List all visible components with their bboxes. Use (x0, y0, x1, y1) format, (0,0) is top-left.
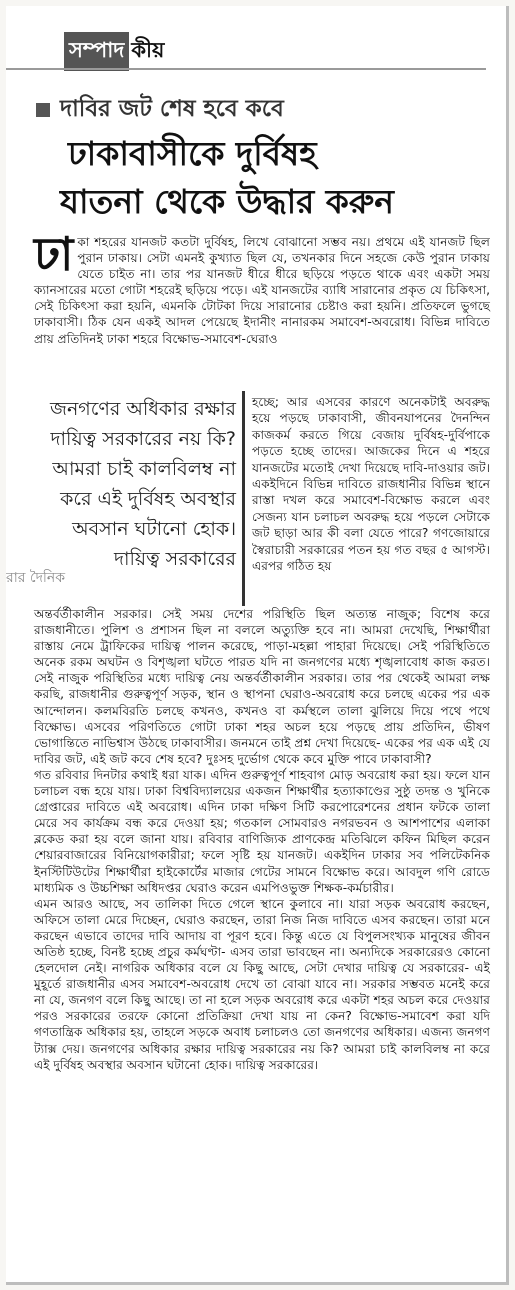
intro-text: কা শহরের যানজট কতটা দুর্বিষহ, লিখে বোঝানো সম্ভব নয়। প্রথমে এই যানজট ছিল পুরান ঢাকায়। সেটা এমনই কুখ্যাত ছিল যে, তখনকার দিনে সহজে কেউ পুরান ঢাকায় যেতে চাইত না। তার পর যানজট ধীরে ধীরে ছড়িয়ে পড়তে থাকে এবং একটা সময় ক্যানসারের মতো গোটা শহরেই ছড়িয়ে পড়ে। এই যানজটের ব্যাধি সারানোর প্রকৃত যে চিকিৎসা, সেই চিকিৎসা করা হয়নি, এমনকি টোটকা দিয়ে সারানোর চেষ্টাও করা হয়নি। প্রতিফলে ভুগছে ঢাকাবাসী। ঠিক যেন একই আদল পেয়েছে ইদানীং নানারকম সমাবেশ-অবরোধ। বিভিন্ন দাবিতে প্রায় প্রতিদিনই ঢাকা শহরে বিক্ষোভ-সমাবেশ-ঘেরাও (34, 235, 490, 346)
kicker-text: দাবির জট শেষ হবে কবে (60, 96, 284, 122)
body-paragraph-1: অন্তর্বর্তীকালীন সরকার। সেই সময় দেশের পরিস্থিতি ছিল অত্যন্ত নাজুক; বিশেষ করে রাজধানীতে। পুলিশ ও প্রশাসন ছিল না বললে অত্যুক্তি হবে না। আমরা দেখেছি, শিক্ষার্থীরা রাস্তায় নেমে ট্রাফিকের দায়িত্ব পালন করেছে, পাড়া-মহল্লা পাহারা দিয়েছে। সেই পরিস্থিতিতে অনেক রকম অঘটন ও বিশৃঙ্খলা ঘটতে পারত যদি না জনগণের মধ্যে শৃঙ্খলাবোধ কাজ করত। সেই নাজুক পরিস্থিতির মধ্যে দায়িত্ব নেয় অন্তর্বর্তীকালীন সরকার। তার পর থেকেই আমরা লক্ষ করছি, রাজধানীর গুরুত্বপূর্ণ সড়ক, স্থান ও স্থাপনা ঘেরাও-অবরোধ করে চলছে একের পর এক আন্দোলন। কলমবিরতি চলছে কখনও, কখনও বা কর্মস্থলে তালা ঝুলিয়ে দিয়ে পথে পথে বিক্ষোভ। এসবের পরিণতিতে গোটা ঢাকা শহর অচল হয়ে পড়ছে প্রায় প্রতিদিন, ভীষণ ভোগান্তিতে নাভিশ্বাস উঠছে ঢাকাবাসীর। জনমনে তাই প্রশ্ন দেখা দিয়েছে- একের পর এক এই যে দাবির জট, এই জট কবে শেষ হবে? দুঃসহ দুর্ভোগ থেকে কবে মুক্তি পাবে ঢাকাবাসী? (34, 607, 490, 766)
right-column-text: হচ্ছে; আর এসবের কারণে অনেকটাই অবরুদ্ধ হয়ে পড়ছে ঢাকাবাসী, জীবনযাপনের দৈনন্দিন কাজকর্ম করতে গিয়ে বেজায় দুর্বিষহ-দুর্বিপাকে পড়তে হচ্ছে তাদের। আজকের দিনে এ শহরে যানজটের মতোই দেখা দিয়েছে দাবি-দাওয়ার জট। একইদিনে বিভিন্ন দাবিতে রাজধানীর বিভিন্ন স্থানে রাস্তা দখল করে সমাবেশ-বিক্ষোভ করলে এবং সেজন্য যান চলাচল অবরুদ্ধ হয়ে পড়লে সেটাকে জট ছাড়া আর কী বলা যেতে পারে? গণজোয়ারে স্বৈরাচারী সরকারের পতন হয় গত বছর ৫ আগস্ট। এরপর গঠিত হয় (252, 395, 490, 574)
section-header (64, 34, 164, 68)
square-bullet-icon (36, 103, 50, 117)
headline (60, 130, 394, 226)
body-paragraph-3: এমন আরও আছে, সব তালিকা দিতে গেলে স্থানে কুলাবে না। যারা সড়ক অবরোধ করছেন, অফিসে তালা মেরে দিচ্ছেন, ঘেরাও করছেন, তারা নিজ নিজ দাবিতে এসব করছেন। তারা মনে করছেন এভাবে তাদের দাবি আদায় বা পূরণ হবে। কিন্তু এতে যে বিপুলসংখ্যক মানুষের জীবন অতিষ্ঠ হচ্ছে, বিনষ্ট হচ্ছে প্রচুর কর্মঘণ্টা- এসব তারা ভাবছেন না। অন্যদিকে সরকারেরও কোনো হেলদোল নেই। নাগরিক অধিকার বলে যে কিছু আছে, সেটা দেখার দায়িত্ব যে সরকারের- এই মুহূর্তে রাজধানীর এসব সমাবেশ-অবরোধ দেখে তা বোঝা যাবে না। সরকার সম্ভবত মনেই করে না যে, জনগণ বলে কিছু আছে। তা না হলে সড়ক অবরোধ করে একটা শহর অচল করে দেওয়ার পরও সরকারের তরফে কোনো প্রতিক্রিয়া দেখা যায় না কেন? বিক্ষোভ-সমাবেশ করা যদি গণতান্ত্রিক অধিকার হয়, তাহলে সড়কে অবাধ চলাচলও তো জনগণের অধিকার। এজন্য জনগণ ট্যাক্স দেয়। জনগণের অধিকার রক্ষার দায়িত্ব সরকারের নয় কি? আমরা চাই কালবিলম্ব না করে এই দুর্বিষহ অবস্থার অবসান ঘটানো হোক। দায়িত্ব সরকারের। (34, 896, 490, 1072)
kicker (36, 90, 284, 129)
source-tag: রার দৈনিক (6, 570, 66, 586)
article-body (34, 606, 490, 1073)
section-label-boxed: সম্পাদ (64, 32, 129, 71)
intro-paragraph (34, 227, 490, 347)
section-label-rest: কীয় (131, 37, 165, 62)
editorial-page (6, 6, 509, 1285)
section-divider (6, 68, 486, 70)
headline-line-1: ঢাকাবাসীকে দুর্বিষহ (68, 134, 317, 173)
pull-quote: জনগণের অধিকার রক্ষার দায়িত্ব সরকারের নয় কি? আমরা চাই কালবিলম্ব না করে এই দুর্বিষহ অবস্থার অবসান ঘটানো হোক। দায়িত্ব সরকারের (49, 398, 236, 570)
pull-quote-rule (242, 391, 245, 606)
headline-line-2: যাতনা থেকে উদ্ধার করুন (60, 182, 394, 221)
body-paragraph-2: গত রবিবার দিনটার কথাই ধরা যাক। এদিন গুরুত্বপূর্ণ শাহবাগ মোড় অবরোধ করা হয়। ফলে যান চলাচল বন্ধ হয়ে যায়। ঢাকা বিশ্ববিদ্যালয়ের একজন শিক্ষার্থীর হত্যাকাণ্ডের সুষ্ঠু তদন্ত ও খুনিকে গ্রেপ্তারের দাবিতে এই অবরোধ। এদিন ঢাকা দক্ষিণ সিটি করপোরেশনের প্রধান ফটকে তালা মেরে সব কার্যক্রম বন্ধ করে দেওয়া হয়; গতকাল সোমবারও নগরভবন ও আশপাশের এলাকা ব্লকেড করা হয় বলে জানা যায়। রবিবার বাণিজ্যিক প্রাণকেন্দ্র মতিঝিলে কফিন মিছিল করেন শেয়ারবাজারের বিনিয়োগকারীরা; ফলে সৃষ্টি হয় যানজট। একইদিন ঢাকার সব পলিটেকনিক ইনস্টিটিউটের শিক্ষার্থীরা হাইকোর্টের মাজার গেটের সামনে বিক্ষোভ করে। আবদুল গণি রোডে মাধ্যমিক ও উচ্চশিক্ষা অধিদপ্তর ঘেরাও করেন এমপিওভুক্ত শিক্ষক-কর্মচারীর। (34, 767, 490, 895)
drop-cap: ঢা (34, 227, 74, 281)
